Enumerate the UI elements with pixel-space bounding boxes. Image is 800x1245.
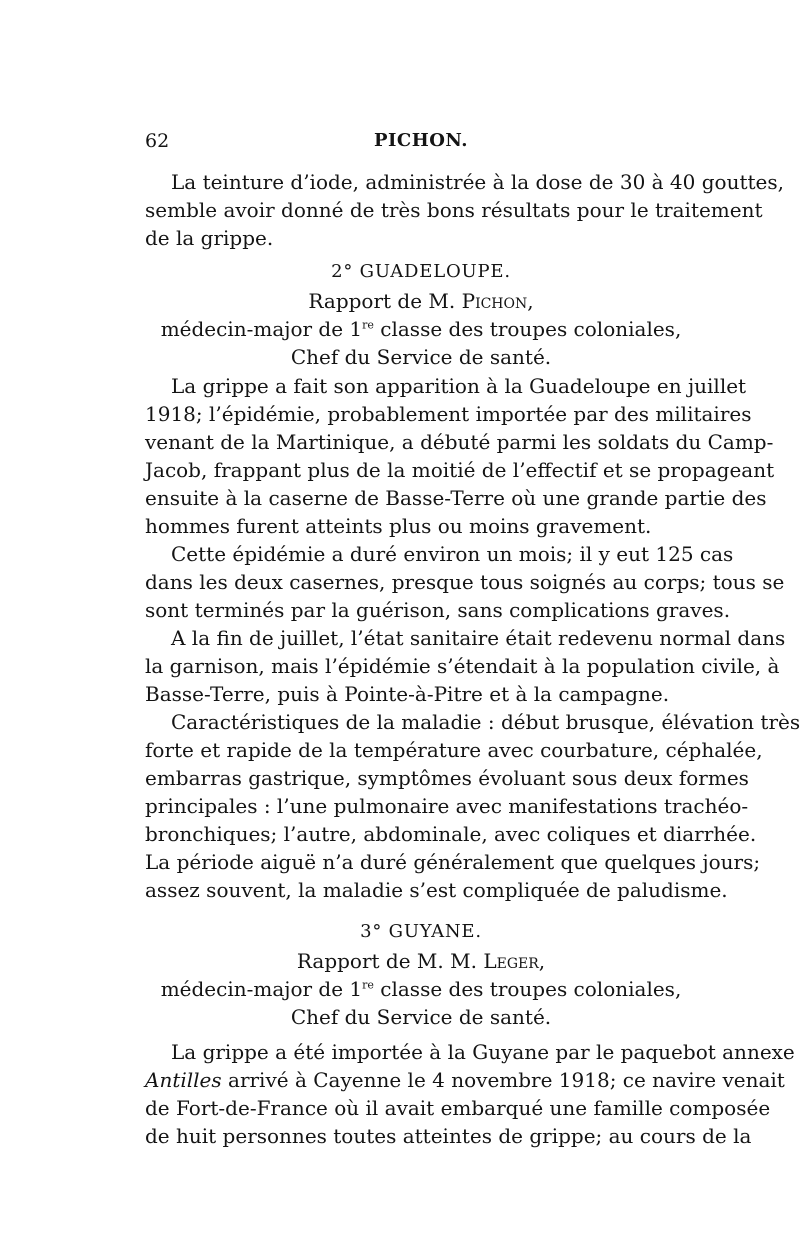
text-line: hommes furent atteints plus ou moins gravement. — [145, 514, 652, 538]
report-author-line — [145, 947, 697, 975]
rank-superscript: re — [362, 978, 374, 992]
rank-text: médecin-major de 1 — [160, 317, 363, 341]
guyane-body — [145, 1038, 795, 1150]
text-line: La période aiguë n’a duré généralement que quelques jours; — [145, 850, 761, 874]
text-line: Cette épidémie a duré environ un mois; il y eut 125 cas — [171, 542, 734, 566]
text-line — [145, 1066, 785, 1094]
text-line: A la fin de juillet, l’état sanitaire était redevenu normal dans — [171, 626, 786, 650]
report-chief-line: Chef du Service de santé. — [290, 345, 552, 369]
report-rank-line — [145, 315, 697, 343]
text-line: de Fort-de-France où il avait embarqué une famille composée — [145, 1096, 771, 1120]
text-line: La grippe a été importée à la Guyane par le paquebot annexe — [171, 1040, 795, 1064]
report-chief-line: Chef du Service de santé. — [290, 1005, 552, 1029]
section-guadeloupe-header — [145, 258, 697, 286]
report-byline — [145, 947, 697, 1031]
report-prefix: Rapport de M. M. — [296, 949, 477, 973]
intro-paragraph — [145, 168, 784, 252]
text-line: Jacob, frappant plus de la moitié de l’effectif et se propageant — [145, 458, 775, 482]
report-rank-line — [145, 975, 697, 1003]
text-line: de la grippe. — [145, 226, 274, 250]
text-line: 1918; l’épidémie, probablement importée par des militaires — [145, 402, 752, 426]
page-number: 62 — [145, 130, 170, 152]
paragraph — [145, 540, 785, 624]
text-line: sont terminés par la guérison, sans complications graves. — [145, 598, 731, 622]
running-head — [145, 130, 697, 160]
text-span: arrivé à Cayenne le 4 novembre 1918; ce navire venait — [221, 1068, 785, 1092]
report-byline — [145, 287, 697, 371]
report-suffix: , — [538, 949, 546, 973]
text-line: bronchiques; l’autre, abdominale, avec coliques et diarrhée. — [145, 822, 757, 846]
guadeloupe-body — [145, 372, 800, 904]
report-prefix: Rapport de M. — [308, 289, 456, 313]
paragraph — [145, 624, 786, 708]
paragraph — [145, 372, 775, 540]
text-line: La teinture d’iode, administrée à la dose de 30 à 40 gouttes, — [171, 170, 784, 194]
paragraph — [145, 708, 800, 904]
report-suffix: , — [527, 289, 534, 313]
ship-name: Antilles — [145, 1068, 222, 1092]
text-line: Caractéristiques de la maladie : début brusque, élévation très — [171, 710, 800, 734]
report-author-name: Leger — [483, 949, 539, 973]
section-heading: 3° GUYANE. — [360, 921, 482, 942]
section-guyane-header — [145, 918, 697, 946]
rank-text-rest: classe des troupes coloniales, — [373, 977, 682, 1001]
running-title: PICHON. — [373, 130, 469, 151]
text-line: semble avoir donné de très bons résultats pour le traitement — [145, 198, 763, 222]
text-line: ensuite à la caserne de Basse-Terre où une grande partie des — [145, 486, 767, 510]
text-line: venant de la Martinique, a débuté parmi les soldats du Camp- — [145, 430, 774, 454]
text-line: principales : l’une pulmonaire avec manifestations trachéo- — [145, 794, 749, 818]
text-line: embarras gastrique, symptômes évoluant sous deux formes — [145, 766, 749, 790]
rank-text: médecin-major de 1 — [160, 977, 363, 1001]
section-heading: 2° GUADELOUPE. — [331, 261, 511, 282]
text-line: de huit personnes toutes atteintes de grippe; au cours de la — [145, 1124, 752, 1148]
text-line: forte et rapide de la température avec courbature, céphalée, — [145, 738, 763, 762]
report-author-name: Pichon — [461, 289, 528, 313]
text-line: Basse-Terre, puis à Pointe-à-Pitre et à la campagne. — [145, 682, 670, 706]
text-line: la garnison, mais l’épidémie s’étendait à la population civile, à — [145, 654, 780, 678]
report-author-line — [145, 287, 697, 315]
rank-superscript: re — [362, 318, 374, 332]
rank-text-rest: classe des troupes coloniales, — [373, 317, 682, 341]
paragraph — [145, 1038, 795, 1150]
text-line: La grippe a fait son apparition à la Guadeloupe en juillet — [171, 374, 747, 398]
text-line: assez souvent, la maladie s’est compliquée de paludisme. — [145, 878, 728, 902]
text-line: dans les deux casernes, presque tous soignés au corps; tous se — [145, 570, 785, 594]
